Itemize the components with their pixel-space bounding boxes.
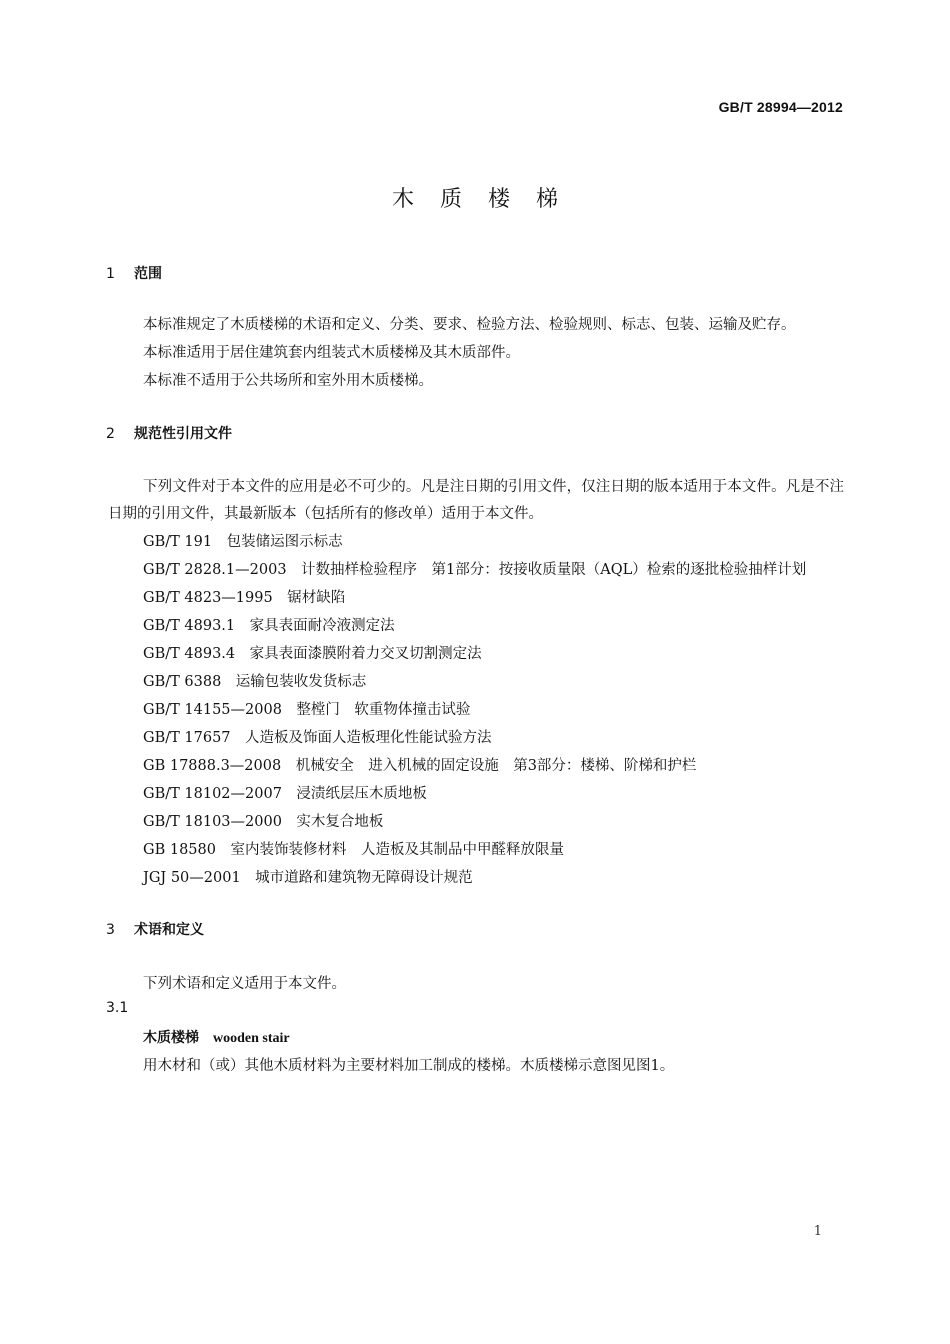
page-number: 1	[813, 1224, 822, 1239]
section-title: 范围	[134, 266, 162, 282]
reference-item: GB 18580 室内装饰装修材料 人造板及其制品中甲醛释放限量	[143, 842, 564, 858]
section-number: 2	[106, 426, 115, 442]
reference-item: GB/T 2828.1—2003 计数抽样检验程序 第1部分：按接收质量限（AQL）检索的逐批检验抽样计划	[143, 562, 807, 578]
intro-paragraph: 下列文件对于本文件的应用是必不可少的。凡是注日期的引用文件，仅注日期的版本适用于本文件。凡是不注日期的引用文件，其最新版本（包括所有的修改单）适用于本文件。	[108, 479, 844, 522]
reference-item: GB/T 14155—2008 整樘门 软重物体撞击试验	[143, 702, 471, 718]
term-number: 3.1	[106, 1000, 129, 1016]
section-number: 3	[106, 922, 115, 938]
paragraph: 本标准规定了木质楼梯的术语和定义、分类、要求、检验方法、检验规则、标志、包装、运输及贮存。	[143, 317, 796, 333]
section-1-heading	[106, 263, 162, 283]
reference-item: GB/T 17657 人造板及饰面人造板理化性能试验方法	[143, 730, 492, 746]
reference-item: GB/T 191 包装储运图示标志	[143, 534, 343, 550]
paragraph: 下列术语和定义适用于本文件。	[143, 976, 346, 992]
reference-item: GB/T 18102—2007 浸渍纸层压木质地板	[143, 786, 427, 802]
document-title: 木质楼梯	[391, 187, 584, 212]
reference-item: GB/T 4823—1995 锯材缺陷	[143, 590, 346, 606]
paragraph: 本标准不适用于公共场所和室外用木质楼梯。	[143, 373, 433, 389]
section-title: 规范性引用文件	[134, 426, 232, 442]
section-title: 术语和定义	[134, 922, 204, 938]
term-name-en: wooden stair	[213, 1031, 290, 1046]
term-heading	[143, 1027, 290, 1047]
term-name-zh: 木质楼梯	[143, 1030, 199, 1046]
paragraph: 本标准适用于居住建筑套内组装式木质楼梯及其木质部件。	[143, 345, 520, 361]
reference-item: GB/T 4893.1 家具表面耐冷液测定法	[143, 618, 395, 634]
section-2-heading	[106, 423, 232, 443]
reference-item: GB/T 4893.4 家具表面漆膜附着力交叉切割测定法	[143, 646, 482, 662]
reference-item: GB/T 18103—2000 实木复合地板	[143, 814, 384, 830]
term-definition: 用木材和（或）其他木质材料为主要材料加工制成的楼梯。木质楼梯示意图见图1。	[143, 1058, 675, 1074]
standard-code: GB/T 28994—2012	[718, 99, 843, 115]
section-3-heading	[106, 919, 204, 939]
section-number: 1	[106, 266, 115, 282]
reference-item: GB/T 6388 运输包装收发货标志	[143, 674, 367, 690]
reference-item: GB 17888.3—2008 机械安全 进入机械的固定设施 第3部分：楼梯、阶梯和护栏	[143, 758, 697, 774]
reference-item: JGJ 50—2001 城市道路和建筑物无障碍设计规范	[143, 870, 473, 886]
